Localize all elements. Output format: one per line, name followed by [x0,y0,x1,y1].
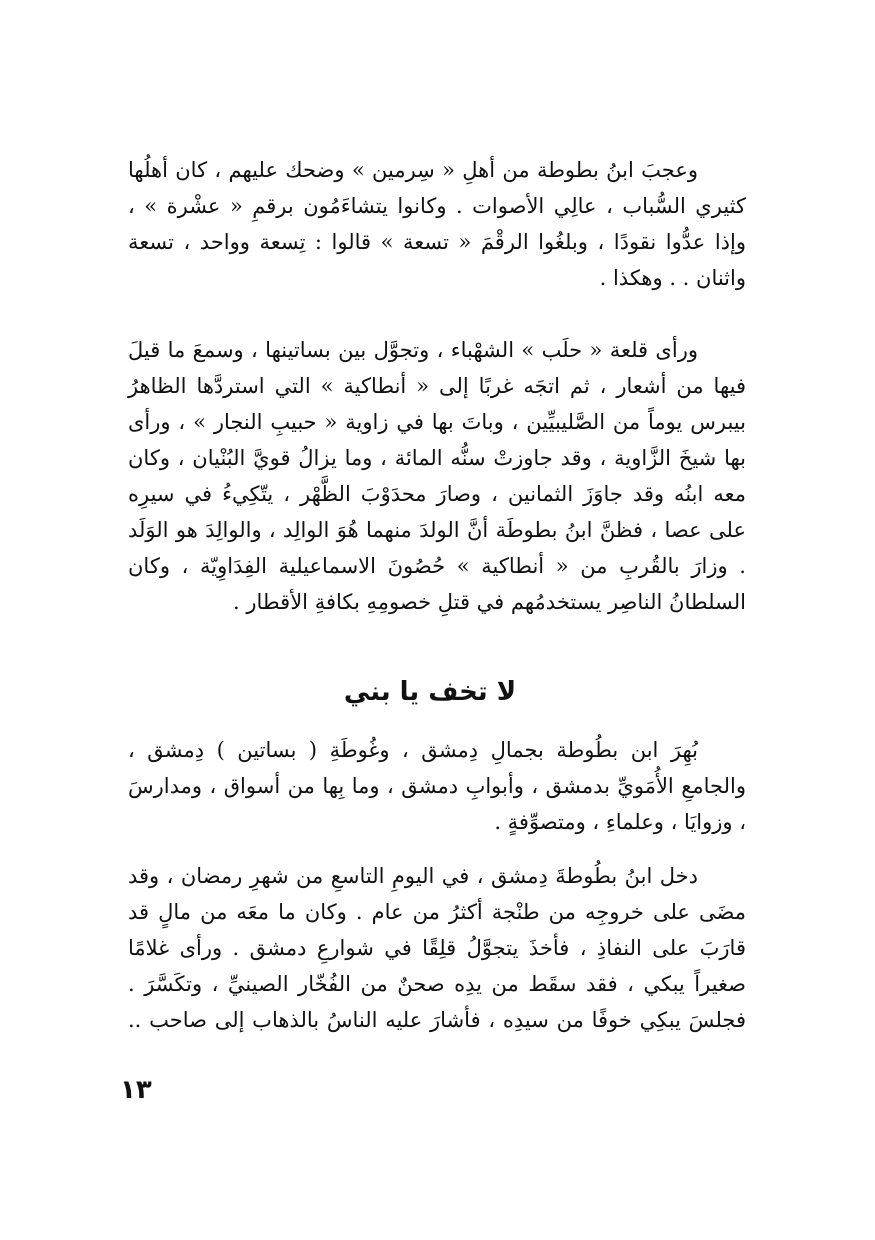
paragraph-text: دخل ابنُ بطُوطةَ دِمشق ، في اليومِ التاسعِ من شهرِ رمضان ، وقد مضَى على خروجِه من طنْجة أكثرُ من عام . وكان ما معَه من مالٍ قد قارَبَ على النفاذِ ، فأخذَ يتجوَّلُ قلِقًا في شوارعِ دمشق . ورأى غلامًا صغيراً يبكي ، فقد سقَط من يدِه صحنٌ من الفُخّار الصينيِّ ، وتكَسَّرَ . فجلسَ يبكِي خوفًا من سيدِه ، فأشارَ عليه الناسُ بالذهاب إلى صاحب .. [128,864,746,1032]
paragraph-text: وعجبَ ابنُ بطوطة من أهلِ « سِرمين » وضحك عليهم ، كان أهلُها كثيري السُّباب ، عالِي الأصوات . وكانوا يتشاءَمُون برقمِ « عشْرة » ، وإذا عدُّوا نقودًا ، وبلغُوا الرقْمَ « تسعة » قالوا : تِسعة وواحد ، تسعة واثنان . . وهكذا . [128,158,746,290]
paragraph-damascus-arrival [128,858,746,1038]
paragraph-damascus-beauty [128,732,746,840]
paragraph-text: بُهِرَ ابن بطُوطة بجمالِ دِمشق ، وغُوطَةِ ( بساتين ) دِمشق ، والجامعِ الأُمَويِّ بدمشق ، وأبوابِ دمشق ، وما بِها من أسواق ، ومدارسَ ، وزوايَا ، وعلماءِ ، ومتصوِّفةٍ . [128,738,746,834]
page-number: ١٣ [120,1075,152,1105]
section-heading: لا تخف يا بني [343,677,517,707]
paragraph-aleppo-antioch [128,332,746,620]
paragraph-sarmin [128,152,746,296]
paragraph-text: ورأى قلعة « حلَب » الشهْباء ، وتجوَّل بين بساتينها ، وسمعَ ما قيلَ فيها من أشعار ، ثم اتجَه غربًا إلى « أنطاكية » التي استردَّها الظاهرُ بيبرس يوماً من الصَّليبيِّين ، وباتَ بها في زاوية « حبيبِ النجار » ، ورأى بها شيخَ الزَّاوية ، وقد جاوزتْ سنُّه المائة ، وما يزالُ قويَّ البُنْيان ، وكان معه ابنُه وقد جاوَزَ الثمانين ، وصارَ محدَوْبَ الظَّهْر ، يتّكِيءُ في سيرِه على عصا ، فظنَّ ابنُ بطوطَة أنَّ الولدَ منهما هُوَ الوالِد ، والوالِدَ هو الوَلَد . وزارَ بالقُربِ من « أنطاكية » حُصُونَ الاسماعيلية الفِدَاوِيّة ، وكان السلطانُ الناصِر يستخدمُهم في قتلِ خصومِهِ بكافةِ الأقطار . [128,338,746,614]
